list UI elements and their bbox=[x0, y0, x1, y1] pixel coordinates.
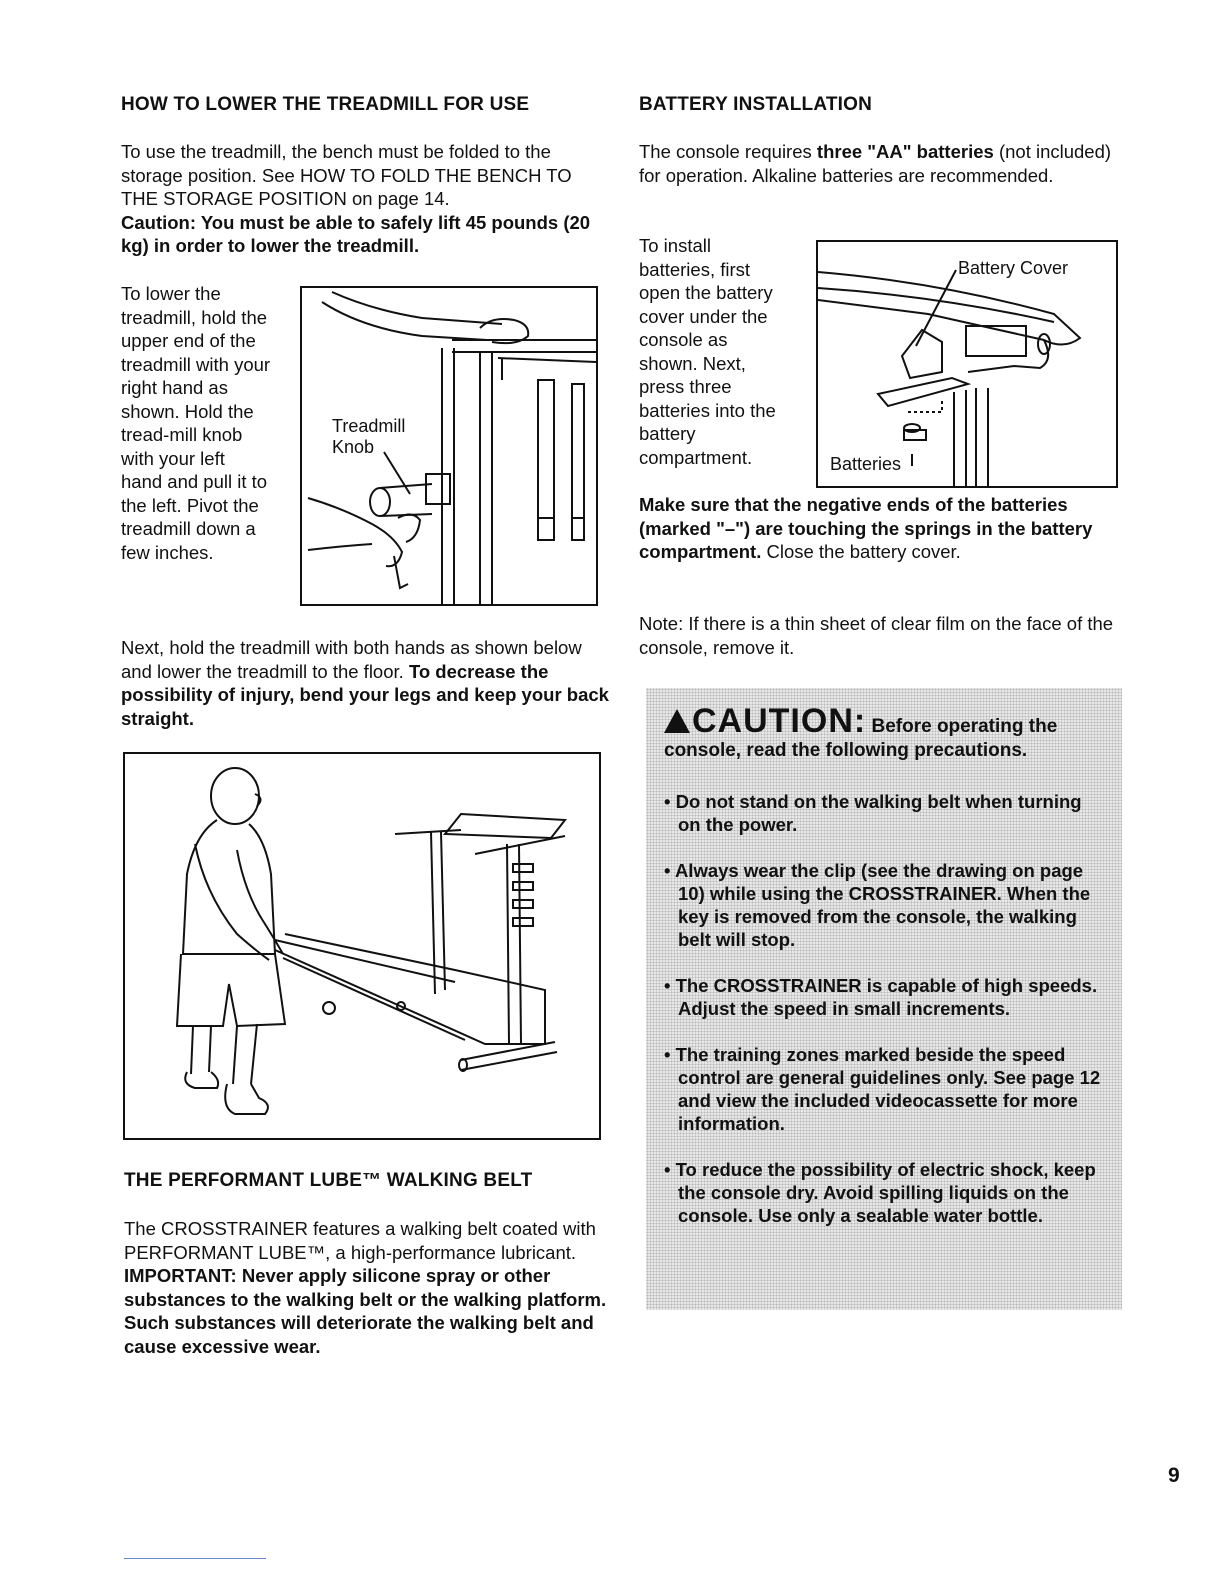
battery-cover-label: Battery Cover bbox=[958, 258, 1069, 278]
lower-intro-block bbox=[121, 140, 607, 258]
lower-caution-text: Caution: You must be able to safely lift 45 pounds (20 kg) in order to lower the treadmill. bbox=[121, 211, 591, 256]
install-text: To install batteries, first open the battery cover under the console as shown. Next, press three batteries into the battery compartment. bbox=[639, 235, 776, 468]
caution-item: • Always wear the clip (see the drawing on page 10) while using the CROSSTRAINER. When the key is removed from the console, the walking belt will stop. bbox=[664, 860, 1091, 950]
install-bold-text: Make sure that the negative ends of the batteries (marked "–") are touching the springs in the battery compartment. bbox=[639, 494, 1093, 562]
caution-list bbox=[664, 790, 1102, 1250]
caution-word: CAUTION: bbox=[692, 702, 867, 740]
section-heading-lower: HOW TO LOWER THE TREADMILL FOR USE bbox=[121, 94, 530, 115]
caution-item: • To reduce the possibility of electric shock, keep the console dry. Avoid spilling liquids on the console. Use only a sealable water bottle. bbox=[664, 1159, 1096, 1226]
caution-item: • The CROSSTRAINER is capable of high speeds. Adjust the speed in small increments. bbox=[664, 975, 1098, 1019]
battery-requirement-block bbox=[639, 140, 1123, 187]
caution-item: • Do not stand on the walking belt when turning on the power. bbox=[664, 791, 1082, 835]
next-block bbox=[121, 636, 615, 730]
battery-text-2: (not included) for operation. Alkaline batteries are recommended. bbox=[639, 141, 1112, 186]
warning-icon bbox=[664, 709, 690, 733]
lower-intro-text: To use the treadmill, the bench must be folded to the storage position. See HOW TO FOLD THE BENCH TO THE STORAGE POSITION on page 14. bbox=[121, 141, 572, 209]
footer-rule bbox=[124, 1558, 266, 1559]
lowering-figure bbox=[123, 752, 601, 1140]
knob-label: Treadmill Knob bbox=[332, 416, 406, 457]
caution-lead: Before operating the console, read the following precautions. bbox=[664, 716, 1058, 761]
lube-block bbox=[124, 1217, 614, 1358]
install-close-text: Close the battery cover. bbox=[766, 541, 961, 562]
caution-box bbox=[646, 688, 1122, 1310]
caution-header bbox=[664, 702, 1104, 763]
page-number: 9 bbox=[1168, 1464, 1180, 1487]
battery-text-1: The console requires bbox=[639, 141, 812, 162]
person-lowering-treadmill-drawing bbox=[125, 754, 599, 1138]
lube-text: The CROSSTRAINER features a walking belt coated with PERFORMANT LUBE™, a high-performance lubricant. bbox=[124, 1218, 596, 1263]
batteries-label: Batteries bbox=[830, 454, 902, 474]
battery-figure bbox=[816, 240, 1118, 488]
caution-item: • The training zones marked beside the speed control are general guidelines only. See page 12 and view the included videocassette for more information. bbox=[664, 1044, 1101, 1134]
install-bold-block bbox=[639, 493, 1123, 564]
battery-bold-text: three "AA" batteries bbox=[816, 141, 994, 162]
section-heading-battery: BATTERY INSTALLATION bbox=[639, 94, 873, 115]
note-text: Note: If there is a thin sheet of clear film on the face of the console, remove it. bbox=[639, 613, 1114, 658]
section-heading-lube: THE PERFORMANT LUBE™ WALKING BELT bbox=[124, 1170, 533, 1191]
lube-bold-text: IMPORTANT: Never apply silicone spray or other substances to the walking belt or the walking platform. Such substances will deteriorate the walking belt and cause excessive wear. bbox=[124, 1265, 607, 1357]
next-text: Next, hold the treadmill with both hands as shown below and lower the treadmill to the floor. bbox=[121, 637, 582, 682]
treadmill-knob-figure bbox=[300, 286, 598, 606]
next-bold-text: To decrease the possibility of injury, bend your legs and keep your back straight. bbox=[121, 660, 609, 729]
lower-steps-text: To lower the treadmill, hold the upper end of the treadmill with your right hand as shown. Hold the tread-mill knob with your left hand and pull it to the left. Pivot the treadmill down a few inches. bbox=[121, 283, 271, 563]
